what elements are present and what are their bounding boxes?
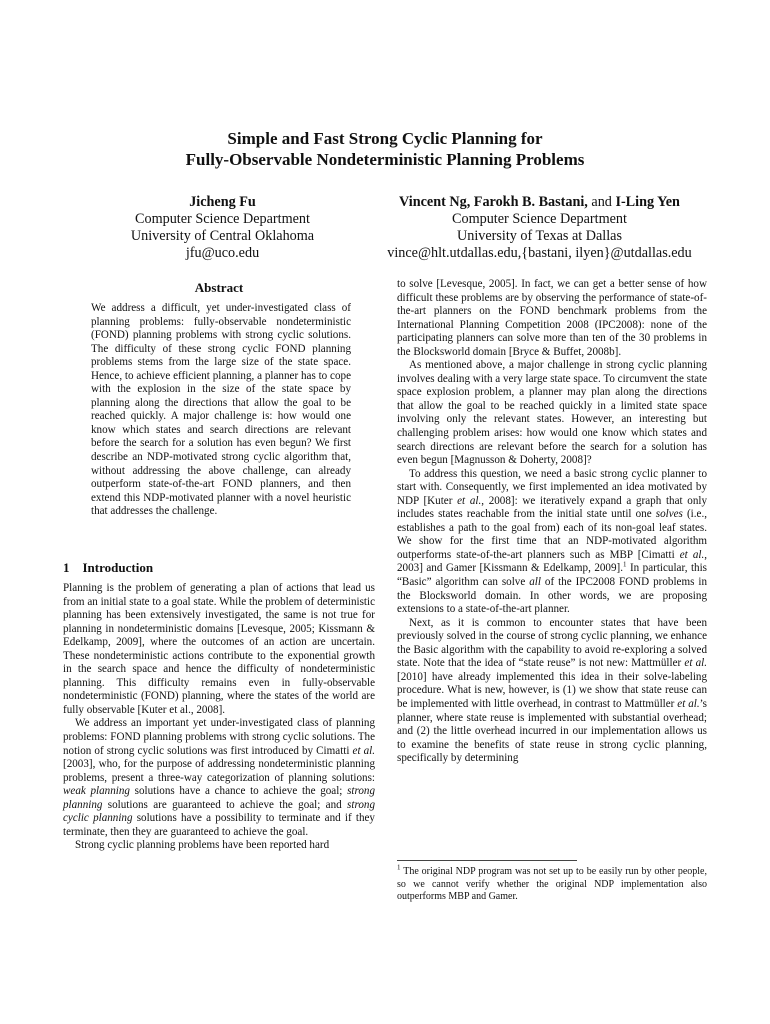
text-run-italic: strong cyclic planning [63,798,375,825]
text-run: (i.e., establishes a path to the goal from) each of its non-goal leaf states. We show for the first time that an NDP-motivated algorithm outperforms state-of-the-art planners such as MBP [Cimatti [397,508,708,561]
intro-paragraph-2 [63,717,375,839]
author-univ: University of Texas at Dallas [456,228,622,244]
author-names [372,194,707,211]
author-univ: University of Central Oklahoma [130,228,315,244]
paper-title [0,128,770,170]
paper-title-line2: Fully-Observable Nondeterministic Planning Problems [185,150,585,169]
right-paragraph-3 [397,468,707,617]
author-names-part2: I-Ling Yen [615,194,680,210]
right-paragraph-2: As mentioned above, a major challenge in strong cyclic planning involves dealing with a very large state space. To circumvent the state space explosion problem, a planner may plan along the directions that allow the goal to be reached quickly in a limited state space involving only the relevant states. However, an interesting but challenging problem arises: how would one know which states and search directions are relevant before the search for a solution has even begun [Magnusson & Doherty, 2008]? [397,359,707,467]
author-names-part1: Vincent Ng, Farokh B. Bastani, [399,194,588,210]
intro-paragraph-1: Planning is the problem of generating a plan of actions that lead us from an initial state to a goal state. While the problem of deterministic planning has been extensively investigated, the same is not true for planning in nondeterministic domains [Levesque, 2005; Kissmann & Edelkamp, 2009], where the outcomes of an action are uncertain. These nondeterministic actions contribute to the exponential growth in the search space and hence the difficulty of nondeterministic planning. This difficulty remains even in fully-observable nondeterministic (FOND) planning, where the states of the world are fully observable [Kuter et al., 2008]. [63,582,375,716]
footnote-marker: 1 [623,560,627,569]
text-run-italic: et al. [457,494,482,507]
text-run-italic: et al. [677,697,700,710]
author-email: jfu@uco.edu [185,245,260,261]
text-run: solutions have a possibility to terminate and if they terminate, then they are guaranteed to achieve the goal. [63,812,375,838]
text-run: [2003], who, for the purpose of addressing nondeterministic planning problems, present a three-way categorization of planning solutions: [63,758,375,784]
text-run-italic: et al. [352,744,375,757]
left-column-body [63,582,375,853]
section-number: 1 [63,560,70,575]
text-run-italic: et al. [684,657,707,670]
text-run: , 2008]: we iteratively expand a graph that only includes states reachable from the initial state until one [397,494,707,521]
author-email: vince@hlt.utdallas.edu,{bastani, ilyen}@utdallas.edu [387,245,692,261]
right-paragraph-1: to solve [Levesque, 2005]. In fact, we can get a better sense of how difficult these problems are by observing the performance of state-of-the-art planners on the FOND benchmark problems from the International Planning Competition 2008 (IPC2008): none of the participating planners can solve more than ten of the 30 problems in the Blocksworld domain [Bryce & Buffet, 2008b]. [397,278,707,358]
footnote [397,863,707,904]
author-names-and: and [587,194,616,210]
text-run-italic: all [529,576,541,589]
text-run: To address this question, we need a basic strong cyclic planner to start with. Consequently, we first implemented an idea motivated by NDP [Kuter [397,467,707,507]
text-run: solutions have a chance to achieve the goal; [129,785,348,798]
text-run: , 2003] and Gamer [Kissmann & Edelkamp, 2009]. [397,548,708,575]
intro-paragraph-3: Strong cyclic planning problems have been reported hard [75,839,330,852]
abstract-heading: Abstract [194,280,244,295]
text-run-italic: et al. [679,548,705,561]
section-heading [63,560,153,576]
right-paragraph-4 [397,617,707,766]
text-run: of the IPC2008 FOND problems in the Blocksworld domain. In other words, we are proposing extensions to a state-of-the-art planner. [397,576,707,616]
author-dept: Computer Science Department [135,211,310,227]
right-column-body [397,278,707,766]
author-block-1 [100,194,345,262]
text-run-italic: solves [655,508,683,521]
author-name: Jicheng Fu [189,194,256,210]
abstract-text: We address a difficult, yet under-investigated class of planning problems: fully-observable nondeterministic (FOND) planning problems with strong cyclic solutions. The difficulty of these strong cyclic FOND planning problems stems from the large size of the state space. Hence, to achieve efficient planning, a planner has to cope with the explosion in the size of the state space by planning along the directions that allow the goal to be reached quickly. A major challenge is: how would one know which states and search directions are relevant before the search for a solution has even begun? We first describe an NDP-motivated strong cyclic algorithm that, without addressing the above challenge, can already outperform state-of-the-art FOND planners, and then extend this NDP-motivated planner with a novel heuristic that addresses the challenge. [91,302,351,518]
author-dept: Computer Science Department [452,211,627,227]
text-run: [2010] have already implemented this idea in their solve-labeling procedure. What is new, however, is (1) we show that state reuse can be implemented with little overhead, in contrast to Mattmüller [397,670,707,710]
section-title: Introduction [82,560,154,575]
text-run: We address an important yet under-investigated class of planning problems: FOND planning problems with strong cyclic solutions. The notion of strong cyclic solutions was first introduced by Cimatti [63,717,375,757]
footnote-divider [397,860,577,861]
text-run: In particular, this “Basic” algorithm can solve [397,562,708,589]
author-block-2 [372,194,707,262]
footnote-text: The original NDP program was not set up to be easily run by other people, so we cannot verify whether the original NDP implementation also outperforms MBP and Gamer. [397,866,707,902]
text-run: ’s planner, where state reuse is implemented with substantial overhead; and (2) the little overhead incurred in our implementation allows us to examine the benefits of state reuse in strong cyclic planning, specifically by determining [397,697,707,765]
paper-title-line1: Simple and Fast Strong Cyclic Planning for [227,129,543,148]
text-run-italic: strong planning [63,785,376,811]
text-run-italic: weak planning [63,785,130,798]
text-run: Next, as it is common to encounter states that have been previously solved in the course of strong cyclic planning, we enhance the Basic algorithm with the capability to avoid re-exploring a solved state. Note that the idea of “state reuse” is not new: Mattmüller [397,616,707,670]
text-run: solutions are guaranteed to achieve the goal; and [102,798,348,811]
footnote-mark: 1 [397,863,401,872]
